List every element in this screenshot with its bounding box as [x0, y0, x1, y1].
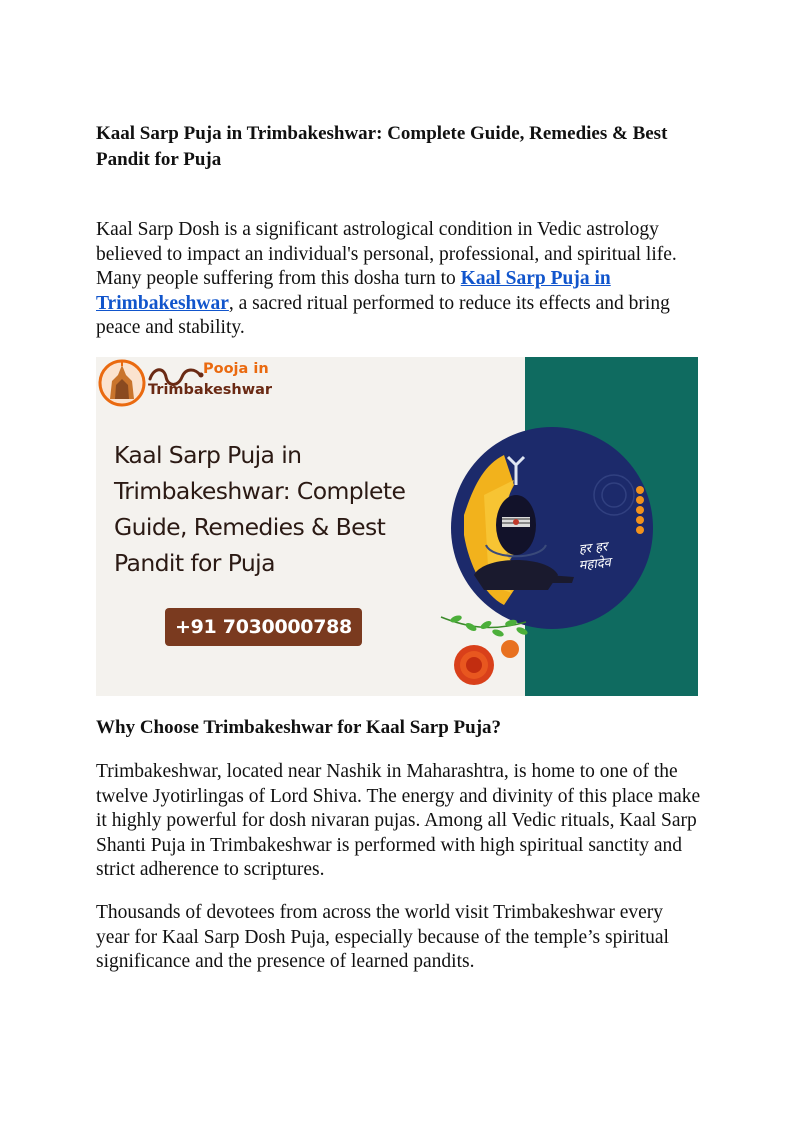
har-har-mahadev-text: हर हर महादेव [577, 539, 612, 574]
paragraph: Trimbakeshwar, located near Nashik in Maharashtra, is home to one of the twelve Jyotirlingas of Lord Shiva. The energy and divinity of this place make it highly powerful for dosh nivaran pujas. Among all Vedic rituals, Kaal Sarp Shanti Puja in Trimbakeshwar is performed with high spiritual sanctity and strict adherence to scriptures. [96, 761, 701, 880]
banner-heading [114, 437, 454, 581]
banner-heading-line: Guide, Remedies & Best [114, 513, 386, 541]
brand-name-line2: Trimbakeshwar [148, 382, 273, 398]
banner-heading-line: Pandit for Puja [114, 549, 275, 577]
intro-paragraph [96, 218, 701, 341]
banner-heading-line: Kaal Sarp Puja in [114, 441, 302, 469]
section-heading: Why Choose Trimbakeshwar for Kaal Sarp Puja? [96, 717, 502, 738]
banner-heading-line: Trimbakeshwar: Complete [114, 477, 406, 505]
paragraph: Thousands of devotees from across the world visit Trimbakeshwar every year for Kaal Sarp Dosh Puja, especially because of the temple’s spiritual significance and the presence of learned pandits. [96, 902, 669, 972]
marigold-flowers-icon [436, 607, 536, 696]
kaal-sarp-puja-link[interactable]: Kaal Sarp Puja in Trimbakeshwar [96, 268, 611, 314]
brand-name-line1: Pooja in [203, 361, 269, 377]
intro-text-before: Kaal Sarp Dosh is a significant astrological condition in Vedic astrology believed to impact an individual's personal, professional, and spiritual life. Many people suffering from this dosha turn to [96, 219, 677, 289]
shiva-lingam-icon [444, 425, 664, 635]
page-title: Kaal Sarp Puja in Trimbakeshwar: Complete Guide, Remedies & Best Pandit for Puja [96, 123, 668, 170]
phone-button[interactable]: +91 7030000788 [165, 608, 362, 646]
banner-image [96, 357, 698, 696]
intro-text-after: , a sacred ritual performed to reduce its effects and bring peace and stability. [96, 292, 670, 338]
